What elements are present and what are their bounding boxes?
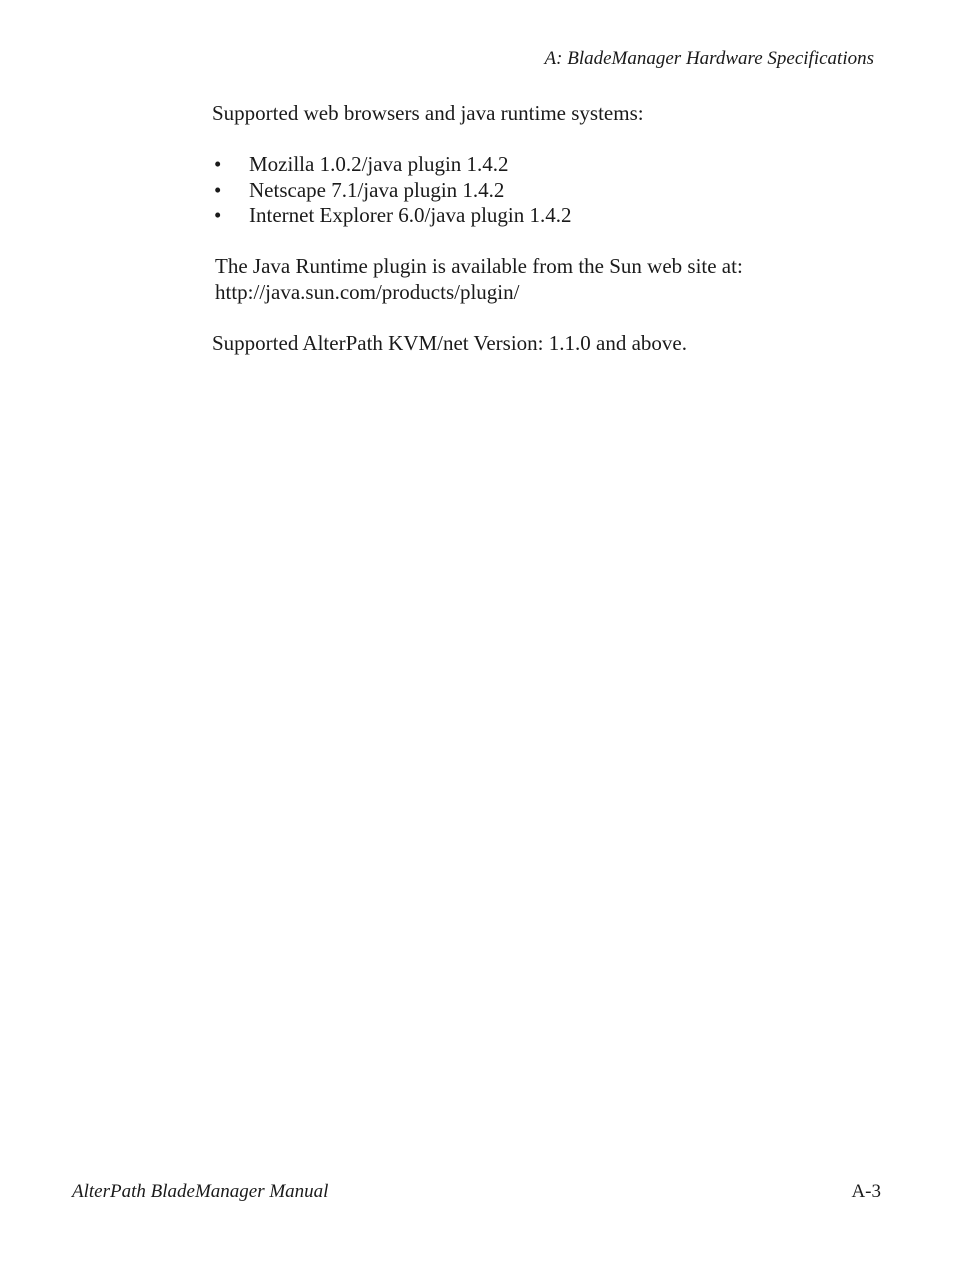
bullet-icon: •: [214, 203, 222, 227]
kvm-version-note: Supported AlterPath KVM/net Version: 1.1.0 and above.: [212, 331, 687, 355]
running-header: A: BladeManager Hardware Specifications: [544, 48, 874, 69]
bullet-icon: •: [214, 177, 222, 202]
page-number: A-3: [851, 1181, 881, 1202]
bullet-icon: •: [214, 152, 222, 176]
plugin-note: The Java Runtime plugin is available from the Sun web site at:: [215, 254, 743, 278]
plugin-url: http://java.sun.com/products/plugin/: [215, 280, 520, 304]
footer-manual-title: AlterPath BladeManager Manual: [72, 1181, 329, 1202]
list-item-text: Netscape 7.1/java plugin 1.4.2: [249, 177, 505, 202]
browsers-intro: Supported web browsers and java runtime systems:: [212, 101, 644, 125]
list-item-text: Mozilla 1.0.2/java plugin 1.4.2: [249, 152, 509, 176]
list-item-text: Internet Explorer 6.0/java plugin 1.4.2: [249, 203, 572, 227]
